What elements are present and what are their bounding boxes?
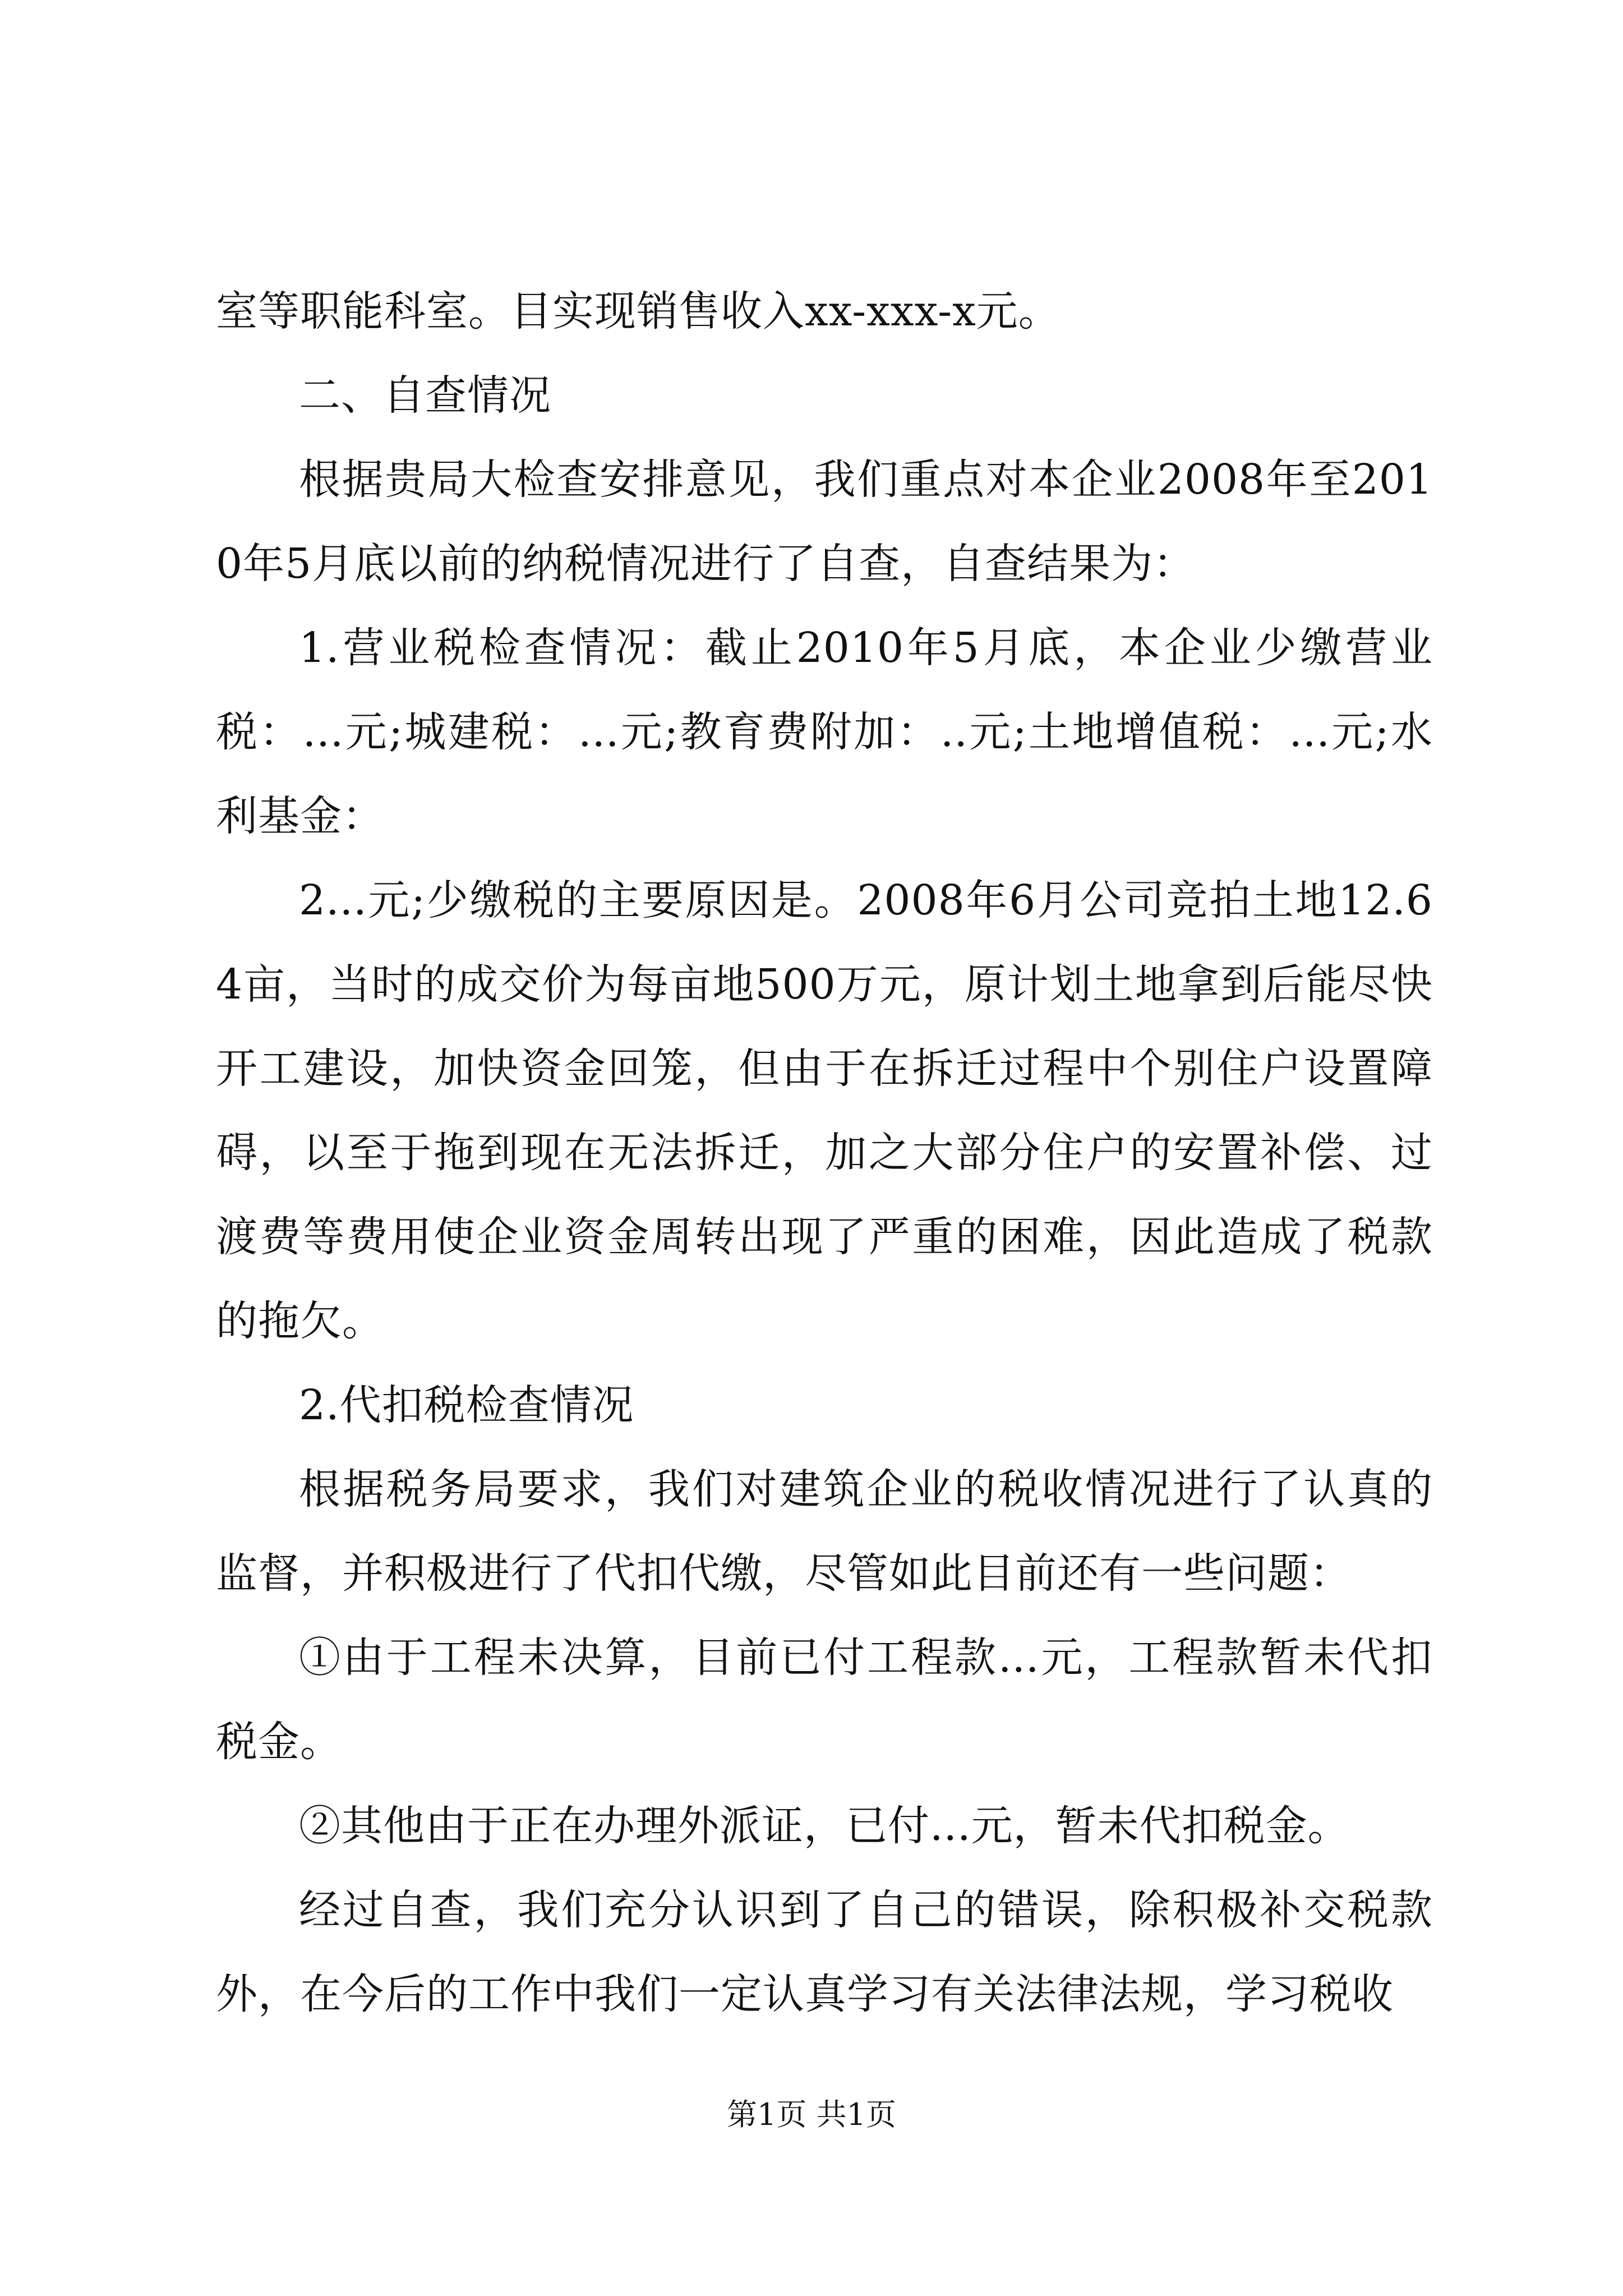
paragraph-withholding-intro: 根据税务局要求，我们对建筑企业的税收情况进行了认真的监督，并积极进行了代扣代缴，尽管如此目前还有一些问题： [216, 1465, 1433, 1598]
paragraph-conclusion: 经过自查，我们充分认识到了自己的错误，除积极补交税款外，在今后的工作中我们一定认真学习有关法律法规，学习税收 [216, 1886, 1433, 2018]
subheading-withholding-tax: 2.代扣税检查情况 [299, 1381, 634, 1429]
paragraph-self-check-intro: 根据贵局大检查安排意见，我们重点对本企业2008年至2010年5月底以前的纳税情况进行了自查，自查结果为： [216, 455, 1433, 588]
paragraph-underpayment-reason: 2...元;少缴税的主要原因是。2008年6月公司竞拍土地12.64亩，当时的成交价为每亩地500万元，原计划土地拿到后能尽快开工建设，加快资金回笼，但由于在拆迁过程中个别住户设置障碍，以至于拖到现在无法拆迁，加之大部分住户的安置补偿、过渡费等费用使企业资金周转出现了严重的困难，因此造成了税款的拖欠。 [216, 876, 1433, 1345]
document-body [216, 269, 1433, 2036]
paragraph-business-tax: 1.营业税检查情况：截止2010年5月底，本企业少缴营业税：...元;城建税：...元;教育费附加：..元;土地增值税：...元;水利基金： [216, 624, 1433, 840]
page-number-label: 第1页 共1页 [727, 2097, 896, 2132]
paragraph-continuation: 室等职能科室。目实现销售收入xx-xxx-x元。 [216, 287, 1061, 335]
list-item-issue-1: ①由于工程未决算，目前已付工程款...元，工程款暂未代扣税金。 [216, 1634, 1433, 1766]
section-heading-self-check: 二、自查情况 [299, 371, 551, 420]
list-item-issue-2: ②其他由于正在办理外派证，已付...元，暂未代扣税金。 [299, 1802, 1350, 1850]
page-footer [0, 2092, 1623, 2137]
